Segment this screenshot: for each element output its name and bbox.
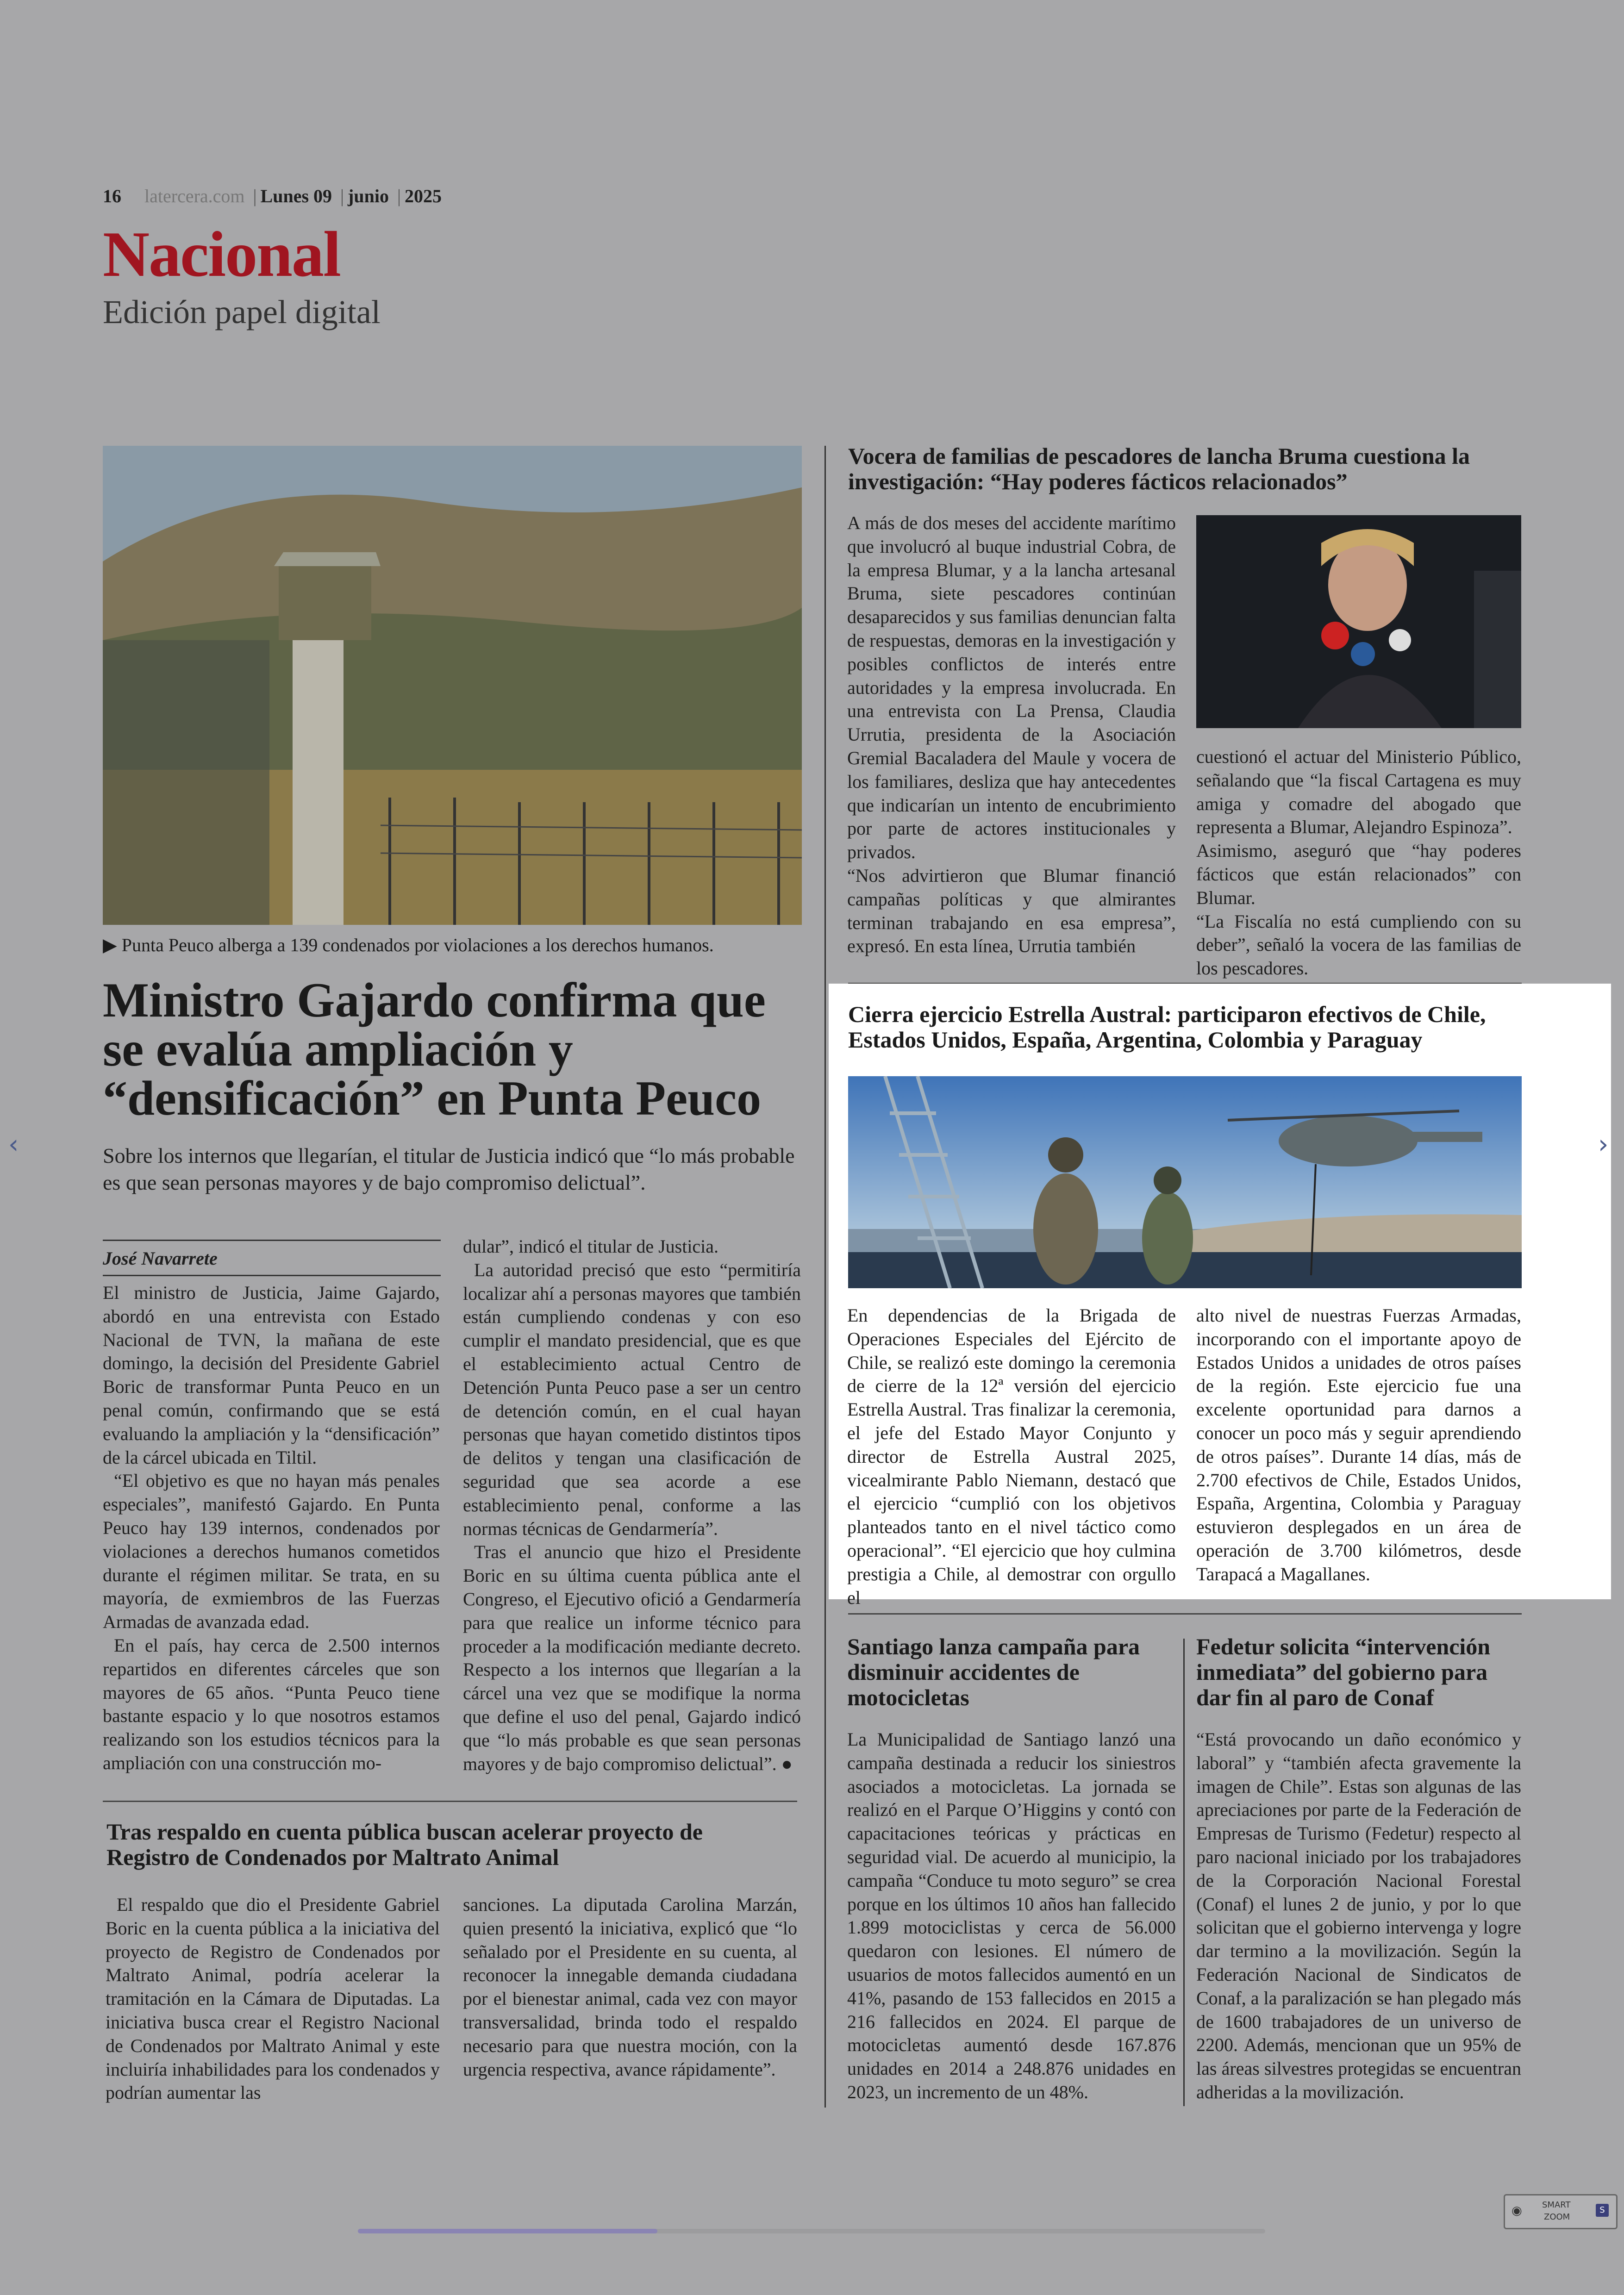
fedetur-text: “Está provocando un daño económico y laboral” y “también afecta gravemente la imagen de Chile”. Estas son algunas de las apreciaciones por parte de la Federación de Empresas de Turismo (Fedetur) respecto al paro nacional iniciado por los trabajadores de la Corporación Nacional Forestal (Conaf) el lunes 2 de junio, y por lo que solicitan que el gobierno intervenga y logre dar termino a la movilización. Según la Federación Nacional de Sindicatos de Conaf, a la paralización se han plegado más de 1600 trabajadores de un universo de 2200. Además, mencionan que un 95% de las áreas silvestres protegidas se encuentran adheridas a la movilización. [1196,1729,1521,2102]
bruma-col2-p3: “La Fiscalía no está cumpliendo con su deber”, señaló la vocera de las familias de los pescadores. [1196,911,1521,979]
section-subtitle: Edición papel digital [103,293,381,331]
smart-zoom-button[interactable] [1504,2194,1618,2229]
section-title: Nacional [103,218,340,290]
maltrato-headline: Tras respaldo en cuenta pública buscan acelerar proyecto de Registro de Condenados por Maltrato Animal [106,1819,703,1870]
maltrato-col2-text: sanciones. La diputada Carolina Marzán, quien presentó la iniciativa, explicó que “lo señalado por el Presidente en su cuenta, al reconocer la innegable demanda ciudadana por el bienestar animal, cada vez con mayor transversalidad, brinda todo el respaldo necesario para que nuestra moción, con la urgencia respectiva, avance rápidamente”. [463,1894,797,2080]
day: Lunes 09 [260,186,332,206]
estrella-col2-text: alto nivel de nuestras Fuerzas Armadas, incorporando con el importante apoyo de Estados Unidos a unidades de otros países de la región. Este ejercicio fue una excelente oportunidad para darnos a conocer un poco más y seguir aprendiendo de otros países”. Durante 14 días, más de 2.700 efectivos de Chile, Estados Unidos, España, Argentina, Colombia y Paraguay estuvieron desplegados en un área de operación de 3.700 kilómetros, desde Tarapacá a Magallanes. [1196,1305,1521,1584]
bruma-col1-p1: A más de dos meses del accidente marítimo que involucró al buque industrial Cobra, de la empresa Blumar, y a la lancha artesanal Bruma, siete pescadores continúan desaparecidos y sus familias denuncian falta de respuestas, demoras en la investigación y posibles conflictos de interés entre autoridades y la empresa involucrada. En una entrevista con La Prensa, Claudia Urrutia, presidenta de la Asociación Gremial Bacaladera del Maule y vocera de los familiares, desliza que hay antecedentes que indicarían un intento de encubrimiento por parte de actores institucionales y privados. [847,512,1176,863]
santiago-headline: Santiago lanza campaña para disminuir accidentes de motocicletas [847,1634,1140,1710]
main-col2-p2: La autoridad precisó que esto “permitiría localizar ahí a personas mayores que también están cumpliendo condenas y con eso cumplir el mandato presidencial, que es que el establecimiento actual Centro de Detención Punta Peuco pase a ser un centro de detención común, en el cual hayan personas que hayan cometido distintos tipos de delitos y tengan una clasificación de seguridad que sea acorde a ese establecimiento penal, conforme a las normas técnicas de Gendarmería”. [463,1259,801,1539]
prev-page-icon[interactable]: ‹ [8,1129,19,1160]
next-page-icon[interactable]: › [1598,1129,1609,1160]
zoom-badge: S [1596,2204,1609,2217]
estrella-col1-text: En dependencias de la Brigada de Operaciones Especiales del Ejército de Chile, se realizó este domingo la ceremonia de cierre de la 12ª versión del ejercicio Estrella Austral. Tras finalizar la ceremonia, el jefe del Estado Mayor Conjunto y director de Estrella Austral 2025, vicealmirante Pablo Niemann, destacó que el ejercicio “cumplió con los objetivos planteados tanto en el nivel táctico como operacional”. “El ejercicio que hoy culmina prestigia a Chile, al demostrar con orgullo el [847,1305,1176,1608]
maltrato-col-1 [106,1893,440,2105]
estrella-headline: Cierra ejercicio Estrella Austral: participaron efectivos de Chile, Estados Unidos, España, Argentina, Colombia y Paraguay [848,1001,1486,1053]
page-number: 16 [103,186,121,206]
page-scrollbar-thumb[interactable] [358,2229,657,2233]
divider [103,1801,797,1802]
page-header: 16 latercera.com | Lunes 09 | junio | 2025 [103,186,442,206]
bruma-col-1 [847,511,1176,958]
santiago-text: La Municipalidad de Santiago lanzó una campaña destinada a reducir los siniestros asociados a motocicletas. La jornada se realizó en el Parque O’Higgins y contó con capacitaciones teóricas y prácticas en seguridad vial. De acuerdo al municipio, la campaña “Conduce tu moto seguro” se crea porque en los últimos 10 años han fallecido 1.899 motociclistas y cerca de 56.000 quedaron con lesiones. El número de usuarios de motos fallecidos aumentó en un 41%, pasando de 153 fallecidos en 2015 a 216 fallecidos en 2024. El parque de motocicletas aumentó desde 167.876 unidades en 2014 a 248.876 unidades en 2023, un incremento de un 48%. [847,1729,1176,2102]
prison-photo [103,446,802,925]
estrella-photo [848,1076,1522,1288]
zoom-label-2: ZOOM [1544,2212,1570,2222]
year: 2025 [405,186,442,206]
month: junio [348,186,389,206]
fedetur-body [1196,1728,1521,2104]
byline: José Navarrete [103,1240,441,1276]
bruma-col2-p2: Asimismo, aseguró que “hay poderes fácticos que están relacionados” con Blumar. [1196,840,1521,908]
maltrato-col1-text: El respaldo que dio el Presidente Gabriel Boric en la cuenta pública a la iniciativa del proyecto de Registro de Condenados por Maltrato Animal, podría acelerar la tramitación en la Cámara de Diputadas. La iniciativa busca crear el Registro Nacional de Condenados por Maltrato Animal y este incluiría inhabilidades para los condenados y podrían aumentar las [106,1894,440,2103]
bruma-col1-p2: “Nos advirtieron que Blumar financió campañas políticas y que almirantes terminan trabajando en esa empresa”, expresó. En esta línea, Urrutia también [847,865,1176,957]
bruma-headline: Vocera de familias de pescadores de lancha Bruma cuestiona la investigación: “Hay poderes fácticos relacionados” [848,443,1470,494]
zoom-label-1: SMART [1542,2200,1571,2210]
main-col1-p2: “El objetivo es que no hayan más penales especiales”, manifestó Gajardo. En Punta Peuco hay 139 internos, condenados por violaciones a derechos humanos cometidos durante el régimen militar. Se trata, en su mayoría, de exmiembros de las Fuerzas Armadas de avanzada edad. [103,1470,440,1633]
santiago-body [847,1728,1176,2104]
main-headline: Ministro Gajardo confirma que se evalúa ampliación y “densificación” en Punta Peuco [103,973,766,1125]
site-name: latercera.com [144,186,245,206]
maltrato-col-2 [463,1893,797,2081]
main-col-2 [463,1235,801,1776]
eye-icon: ◉ [1512,2204,1522,2218]
main-col-1 [103,1281,440,1775]
fedetur-headline: Fedetur solicita “intervención inmediata” del gobierno para dar fin al paro de Conaf [1196,1634,1491,1710]
bruma-col-2 [1196,745,1521,980]
prison-photo-caption: ▶ Punta Peuco alberga a 139 condenados por violaciones a los derechos humanos. [103,935,714,955]
main-col1-p3: En el país, hay cerca de 2.500 internos repartidos en diferentes cárceles que son mayores de 65 años. “Punta Peuco tiene bastante espacio y lo que nosotros estamos realizando son los estudios técnicos para la ampliación con una construcción mo- [103,1634,440,1773]
estrella-col-1 [847,1304,1176,1609]
vocera-photo [1196,515,1521,728]
main-deck: Sobre los internos que llegarían, el titular de Justicia indicó que “lo más probable es que sean personas mayores y de bajo compromiso delictual”. [103,1144,795,1194]
main-col1-p1: El ministro de Justicia, Jaime Gajardo, abordó en una entrevista con Estado Nacional de TVN, la mañana de este domingo, la decisión del Presidente Gabriel Boric de transformar Punta Peuco en un penal común, confirmando que se está evaluando la ampliación y la “densificación” de la cárcel ubicada en Tiltil. [103,1282,440,1468]
divider [848,1613,1522,1615]
estrella-col-2 [1196,1304,1521,1586]
column-divider [1183,1639,1185,2106]
bruma-col2-p1: cuestionó el actuar del Ministerio Público, señalando que “la fiscal Cartagena es muy amiga y comadre del abogado que representa a Blumar, Alejandro Espinoza”. [1196,746,1521,838]
column-divider [824,446,826,2108]
main-col2-p1: dular”, indicó el titular de Justicia. [463,1236,719,1257]
main-col2-p3: Tras el anuncio que hizo el Presidente Boric en su última cuenta pública ante el Congreso, el Ejecutivo ofició a Gendarmería para que realice un informe técnico para proceder a la modificación mediante decreto. Respecto a los internos que llegarían a la cárcel una vez que se modifique la norma que define el uso del penal, Gajardo indicó que “lo más probable es que sean personas mayores y de bajo compromiso delictual”. ● [463,1541,801,1774]
